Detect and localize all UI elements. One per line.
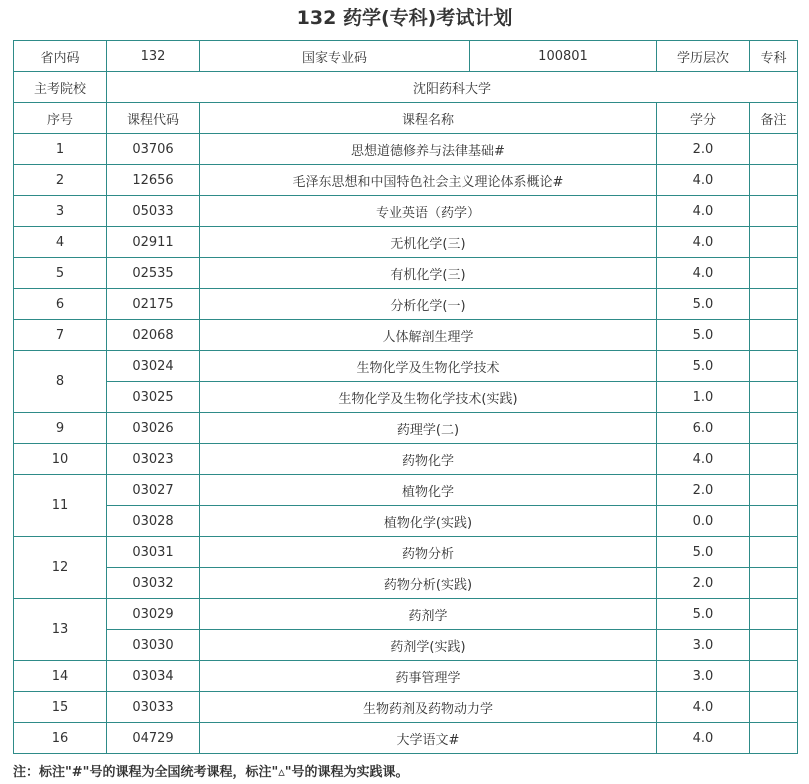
page-title: 132 药学(专科)考试计划 — [296, 7, 513, 29]
course-remarks — [750, 382, 798, 413]
course-code: 02175 — [107, 289, 200, 320]
course-code: 03030 — [107, 630, 200, 661]
course-code: 05033 — [107, 196, 200, 227]
course-seq: 2 — [14, 165, 107, 196]
course-credits: 5.0 — [657, 320, 750, 351]
course-name: 药剂学(实践) — [200, 630, 657, 661]
course-remarks — [750, 661, 798, 692]
course-row — [14, 382, 798, 413]
course-remarks — [750, 289, 798, 320]
course-remarks — [750, 258, 798, 289]
course-code: 04729 — [107, 723, 200, 754]
course-row — [14, 568, 798, 599]
course-row — [14, 537, 798, 568]
course-row — [14, 506, 798, 537]
course-code: 03032 — [107, 568, 200, 599]
course-remarks — [750, 692, 798, 723]
level-value: 专科 — [750, 41, 798, 72]
header-code: 课程代码 — [107, 103, 200, 134]
school-label: 主考院校 — [14, 72, 107, 103]
course-row — [14, 134, 798, 165]
course-name: 药物化学 — [200, 444, 657, 475]
course-seq: 6 — [14, 289, 107, 320]
course-seq: 13 — [14, 599, 107, 661]
course-credits: 3.0 — [657, 630, 750, 661]
course-code: 03023 — [107, 444, 200, 475]
header-remarks: 备注 — [750, 103, 798, 134]
course-name: 无机化学(三) — [200, 227, 657, 258]
course-seq: 1 — [14, 134, 107, 165]
course-row — [14, 258, 798, 289]
course-name: 生物化学及生物化学技术(实践) — [200, 382, 657, 413]
course-credits: 2.0 — [657, 568, 750, 599]
course-remarks — [750, 630, 798, 661]
course-name: 药事管理学 — [200, 661, 657, 692]
course-name: 毛泽东思想和中国特色社会主义理论体系概论# — [200, 165, 657, 196]
course-code: 03028 — [107, 506, 200, 537]
header-seq: 序号 — [14, 103, 107, 134]
course-remarks — [750, 196, 798, 227]
course-remarks — [750, 568, 798, 599]
course-credits: 1.0 — [657, 382, 750, 413]
course-row — [14, 723, 798, 754]
course-name: 生物药剂及药物动力学 — [200, 692, 657, 723]
course-credits: 4.0 — [657, 444, 750, 475]
level-label: 学历层次 — [657, 41, 750, 72]
course-code: 03029 — [107, 599, 200, 630]
exam-plan-table — [13, 40, 798, 754]
course-seq: 12 — [14, 537, 107, 599]
course-remarks — [750, 227, 798, 258]
course-name: 药理学(二) — [200, 413, 657, 444]
course-remarks — [750, 165, 798, 196]
course-credits: 3.0 — [657, 661, 750, 692]
course-row — [14, 413, 798, 444]
course-credits: 2.0 — [657, 475, 750, 506]
course-credits: 5.0 — [657, 537, 750, 568]
course-code: 03031 — [107, 537, 200, 568]
course-code: 03027 — [107, 475, 200, 506]
course-seq: 15 — [14, 692, 107, 723]
course-name: 分析化学(一) — [200, 289, 657, 320]
course-row — [14, 165, 798, 196]
course-remarks — [750, 351, 798, 382]
course-remarks — [750, 320, 798, 351]
course-row — [14, 289, 798, 320]
course-name: 植物化学(实践) — [200, 506, 657, 537]
course-seq: 7 — [14, 320, 107, 351]
header-name: 课程名称 — [200, 103, 657, 134]
course-name: 人体解剖生理学 — [200, 320, 657, 351]
course-row — [14, 351, 798, 382]
course-credits: 4.0 — [657, 692, 750, 723]
course-row — [14, 196, 798, 227]
course-name: 思想道德修养与法律基础# — [200, 134, 657, 165]
course-code: 03026 — [107, 413, 200, 444]
course-code: 03024 — [107, 351, 200, 382]
course-seq: 3 — [14, 196, 107, 227]
course-remarks — [750, 413, 798, 444]
course-name: 植物化学 — [200, 475, 657, 506]
course-name: 药物分析 — [200, 537, 657, 568]
course-name: 有机化学(三) — [200, 258, 657, 289]
course-row — [14, 320, 798, 351]
course-remarks — [750, 599, 798, 630]
province-code-label: 省内码 — [14, 41, 107, 72]
header-credits: 学分 — [657, 103, 750, 134]
course-seq: 11 — [14, 475, 107, 537]
course-code: 12656 — [107, 165, 200, 196]
course-seq: 10 — [14, 444, 107, 475]
course-row — [14, 661, 798, 692]
course-credits: 5.0 — [657, 351, 750, 382]
course-code: 03706 — [107, 134, 200, 165]
course-name: 专业英语（药学） — [200, 196, 657, 227]
course-credits: 4.0 — [657, 165, 750, 196]
course-seq: 16 — [14, 723, 107, 754]
course-seq: 5 — [14, 258, 107, 289]
course-credits: 4.0 — [657, 258, 750, 289]
header-row — [14, 103, 798, 134]
course-name: 大学语文# — [200, 723, 657, 754]
course-row — [14, 630, 798, 661]
course-code: 02911 — [107, 227, 200, 258]
course-row — [14, 475, 798, 506]
course-code: 03033 — [107, 692, 200, 723]
course-credits: 5.0 — [657, 599, 750, 630]
course-credits: 4.0 — [657, 196, 750, 227]
course-remarks — [750, 134, 798, 165]
course-remarks — [750, 723, 798, 754]
course-name: 药剂学 — [200, 599, 657, 630]
info-row-school — [14, 72, 798, 103]
course-remarks — [750, 506, 798, 537]
course-name: 生物化学及生物化学技术 — [200, 351, 657, 382]
national-code-value: 100801 — [470, 41, 657, 72]
course-seq: 9 — [14, 413, 107, 444]
course-name: 药物分析(实践) — [200, 568, 657, 599]
course-credits: 2.0 — [657, 134, 750, 165]
national-code-label: 国家专业码 — [200, 41, 470, 72]
school-value: 沈阳药科大学 — [107, 72, 798, 103]
course-credits: 5.0 — [657, 289, 750, 320]
footnote: 注：标注"#"号的课程为全国统考课程，标注"▵"号的课程为实践课。 — [13, 765, 409, 780]
course-row — [14, 444, 798, 475]
course-remarks — [750, 475, 798, 506]
course-remarks — [750, 444, 798, 475]
course-credits: 0.0 — [657, 506, 750, 537]
course-code: 03034 — [107, 661, 200, 692]
course-remarks — [750, 537, 798, 568]
course-row — [14, 599, 798, 630]
course-row — [14, 227, 798, 258]
course-row — [14, 692, 798, 723]
course-seq: 8 — [14, 351, 107, 413]
course-code: 03025 — [107, 382, 200, 413]
course-credits: 4.0 — [657, 723, 750, 754]
course-code: 02535 — [107, 258, 200, 289]
course-seq: 14 — [14, 661, 107, 692]
course-seq: 4 — [14, 227, 107, 258]
course-credits: 4.0 — [657, 227, 750, 258]
province-code-value: 132 — [107, 41, 200, 72]
info-row-codes — [14, 41, 798, 72]
course-code: 02068 — [107, 320, 200, 351]
course-credits: 6.0 — [657, 413, 750, 444]
